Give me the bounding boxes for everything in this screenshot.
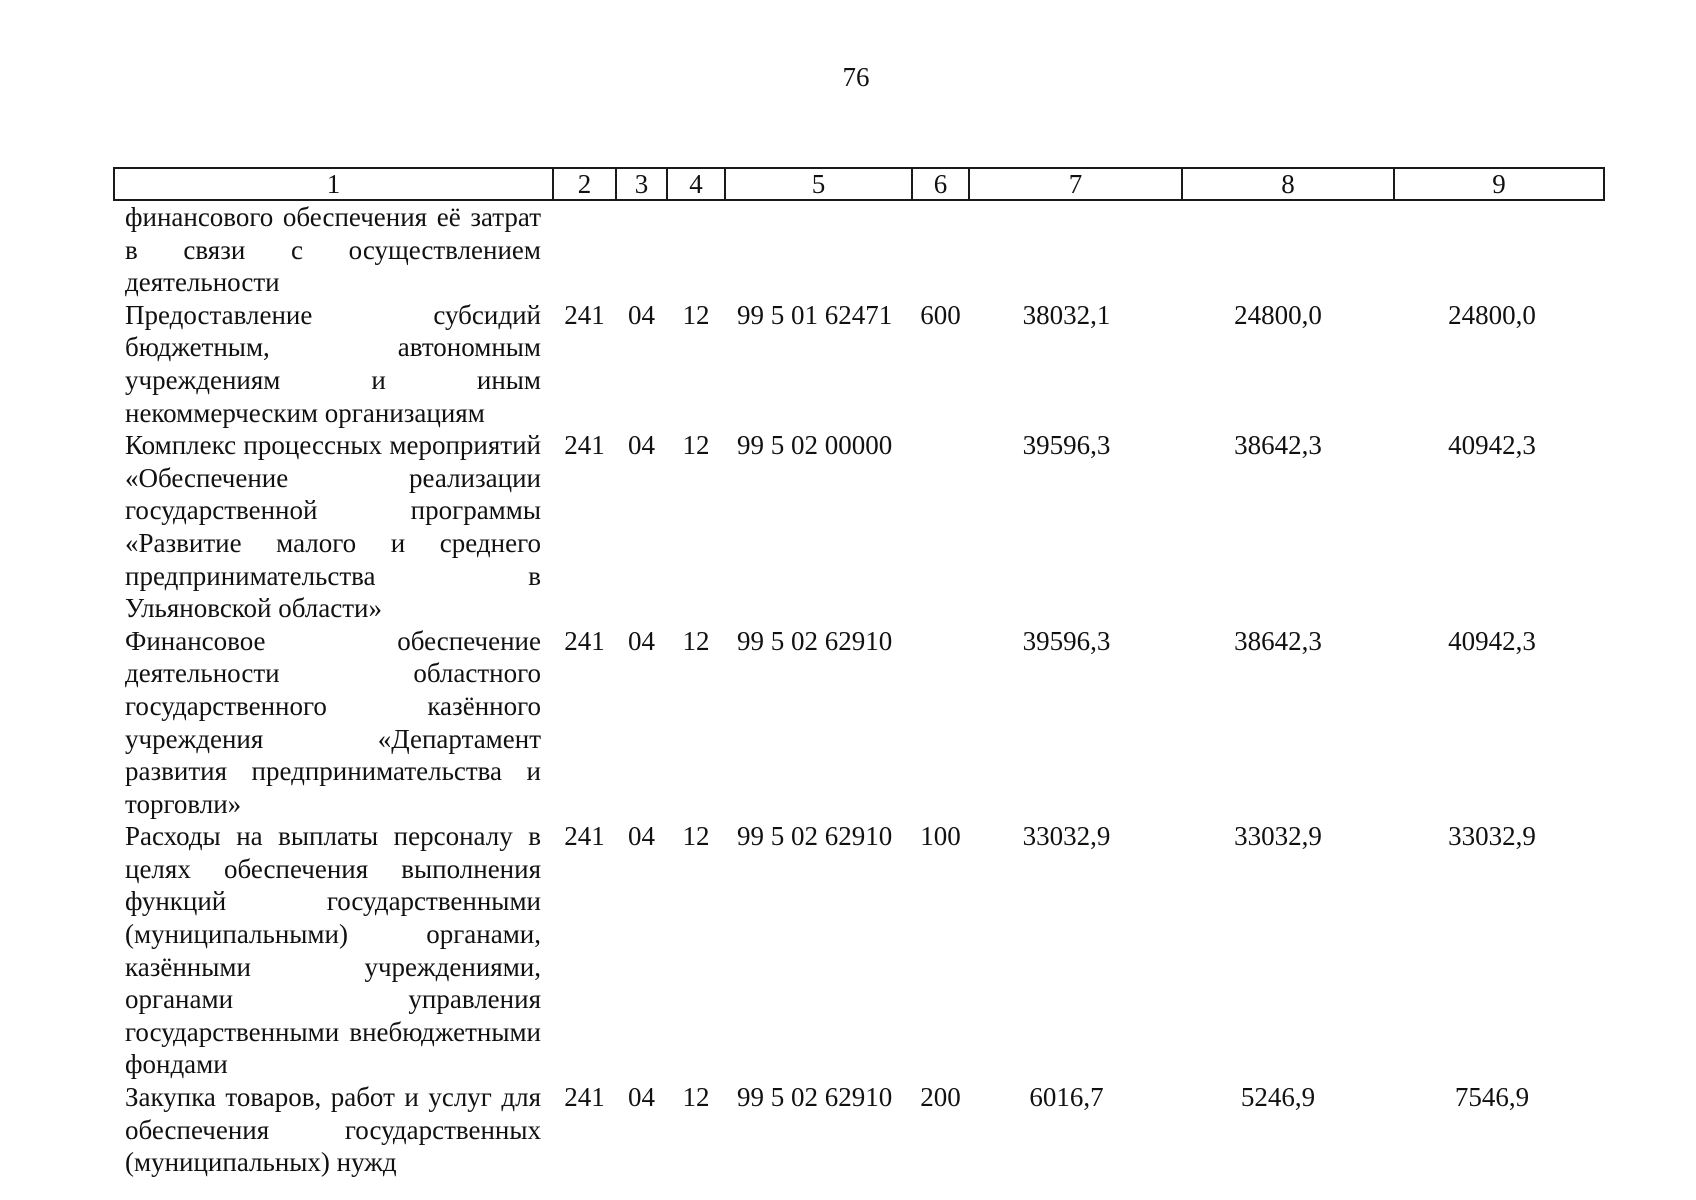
expense-type-code: 600 — [920, 299, 961, 330]
expense-name: Комплекс процессных мероприятий «Обеспечение реализации государственной программы «Развитие малого и среднего предпринимательства в Ульяновской области» — [125, 430, 541, 624]
section-code: 04 — [628, 299, 655, 330]
expense-name: Предоставление субсидий бюджетным, автономным учреждениям и иным некоммерческим организациям — [125, 299, 541, 428]
budget-table — [113, 167, 1605, 1179]
amount-col-7 — [969, 200, 1182, 299]
subsection-code: 12 — [682, 821, 710, 852]
amount-col-8: 33032,9 — [1234, 821, 1322, 852]
grbs-code: 241 — [564, 625, 605, 656]
grbs-code: 241 — [564, 1082, 605, 1113]
column-header-9: 9 — [1394, 168, 1604, 200]
subsection-code: 12 — [682, 430, 710, 461]
amount-col-7: 39596,3 — [1022, 625, 1111, 656]
amount-col-7: 38032,1 — [1022, 299, 1111, 330]
expense-name: Закупка товаров, работ и услуг для обеспечения государственных (муниципальных) нужд — [125, 1082, 541, 1178]
amount-col-8: 38642,3 — [1234, 430, 1322, 461]
expense-name: финансового обеспечения её затрат в связи с осуществлением деятельности — [125, 202, 541, 298]
amount-col-7: 33032,9 — [1022, 821, 1111, 852]
page-number: 76 — [842, 62, 870, 92]
grbs-code: 241 — [564, 821, 605, 852]
header-row — [114, 168, 1604, 200]
amount-col-9: 33032,9 — [1448, 821, 1536, 852]
table-header — [114, 168, 1604, 200]
table-row — [114, 200, 1604, 299]
subsection-code: 12 — [682, 625, 710, 656]
amount-col-9: 7546,9 — [1454, 1082, 1530, 1113]
table-row — [114, 299, 1604, 429]
target-article-code — [725, 200, 912, 299]
section-code: 04 — [628, 430, 655, 461]
target-article-code: 99 5 02 62910 — [737, 821, 893, 852]
amount-col-8: 24800,0 — [1234, 299, 1322, 330]
expense-type-code: 200 — [920, 1082, 961, 1113]
table-body — [114, 200, 1604, 1179]
expense-type-code — [912, 625, 969, 821]
table-row — [114, 1081, 1604, 1179]
amount-col-8 — [1182, 200, 1394, 299]
table-row — [114, 625, 1604, 821]
expense-name: Финансовое обеспечение деятельности областного государственного казённого учреждения «Департамент развития предпринимательства и торговли» — [125, 625, 541, 819]
target-article-code: 99 5 01 62471 — [737, 299, 893, 330]
column-header-5: 5 — [725, 168, 912, 200]
amount-col-8: 5246,9 — [1240, 1082, 1316, 1113]
grbs-code — [553, 200, 616, 299]
section-code: 04 — [628, 821, 655, 852]
column-header-4: 4 — [667, 168, 725, 200]
target-article-code: 99 5 02 00000 — [737, 430, 893, 461]
amount-col-9: 40942,3 — [1448, 430, 1536, 461]
amount-col-7: 39596,3 — [1022, 430, 1111, 461]
target-article-code: 99 5 02 62910 — [737, 1082, 893, 1113]
column-header-3: 3 — [616, 168, 667, 200]
subsection-code — [667, 200, 725, 299]
grbs-code: 241 — [564, 430, 605, 461]
amount-col-9 — [1394, 200, 1604, 299]
section-code — [616, 200, 667, 299]
subsection-code: 12 — [682, 1082, 710, 1113]
expense-name: Расходы на выплаты персоналу в целях обеспечения выполнения функций государственными (муниципальными) органами, казёнными учреждениями, органами управления государственными внебюджетными фондами — [125, 821, 541, 1080]
section-code: 04 — [628, 1082, 655, 1113]
amount-col-8: 38642,3 — [1234, 625, 1322, 656]
table-row — [114, 429, 1604, 625]
column-header-7: 7 — [969, 168, 1182, 200]
column-header-1: 1 — [114, 168, 553, 200]
target-article-code: 99 5 02 62910 — [737, 625, 893, 656]
column-header-8: 8 — [1182, 168, 1394, 200]
expense-type-code: 100 — [920, 821, 961, 852]
expense-type-code — [912, 200, 969, 299]
column-header-2: 2 — [553, 168, 616, 200]
amount-col-7: 6016,7 — [1029, 1082, 1104, 1113]
section-code: 04 — [628, 625, 655, 656]
column-header-6: 6 — [912, 168, 969, 200]
amount-col-9: 40942,3 — [1448, 625, 1536, 656]
expense-type-code — [912, 429, 969, 625]
subsection-code: 12 — [682, 299, 710, 330]
table-row — [114, 820, 1604, 1081]
amount-col-9: 24800,0 — [1448, 299, 1536, 330]
grbs-code: 241 — [564, 299, 605, 330]
